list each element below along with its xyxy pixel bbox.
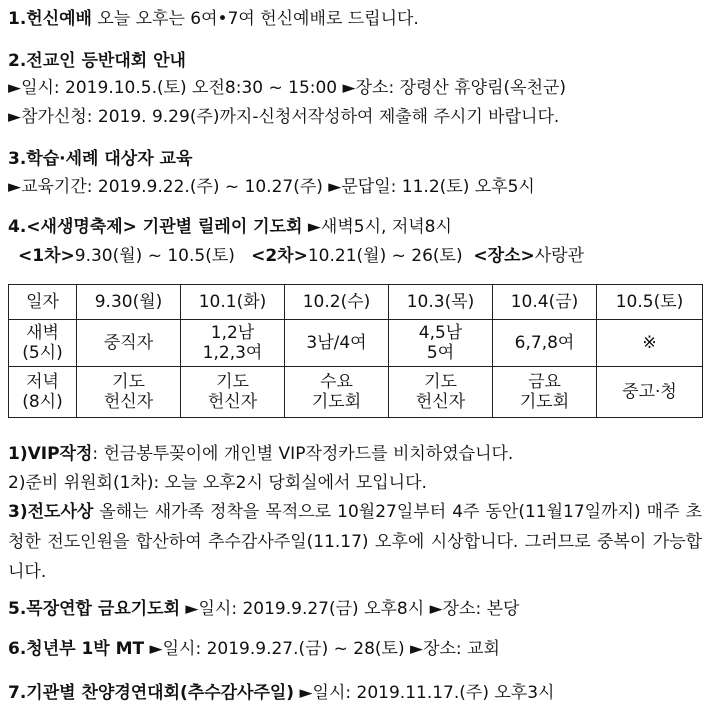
header-cell: 10.5(토) xyxy=(597,285,703,320)
paragraph-vip xyxy=(8,443,513,465)
section-3-title: 3.학습·세례 대상자 교육 xyxy=(8,149,193,169)
table-cell: 수요 기도회 xyxy=(285,367,389,418)
evangelism-title: 3)전도사상 xyxy=(8,502,94,522)
section-4-heading xyxy=(8,216,452,238)
table-cell: 4,5남 5여 xyxy=(389,320,493,367)
round2-dates: 10.21(월) ~ 26(토) xyxy=(307,246,463,266)
section-2-apply-line: ►참가신청: 2019. 9.29(주)까지-신청서작성하여 제출해 주시기 바랍니다. xyxy=(8,107,560,127)
header-cell: 10.1(화) xyxy=(181,285,285,320)
section-2-title: 2.전교인 등반대회 안내 xyxy=(8,51,186,71)
table-cell: 기도 헌신자 xyxy=(77,367,181,418)
vip-text: : 헌금봉투꽂이에 개인별 VIP작정카드를 비치하였습니다. xyxy=(92,444,514,464)
round1-label: <1차> xyxy=(18,246,75,266)
section-7-title: 7.기관별 찬양경연대회(추수감사주일) xyxy=(8,683,295,703)
section-4-period-line xyxy=(18,245,584,267)
section-6-text: ►일시: 2019.9.27.(금) ~ 28(토) ►장소: 교회 xyxy=(144,639,500,659)
section-1-title: 1.헌신예배 xyxy=(8,9,92,29)
section-5-title: 5.목장연합 금요기도회 xyxy=(8,599,181,619)
table-cell: 1,2남 1,2,3여 xyxy=(181,320,285,367)
table-row-dawn xyxy=(9,320,703,367)
row-label-cell: 새벽 (5시) xyxy=(9,320,77,367)
table-cell: 중고·청 xyxy=(597,367,703,418)
header-cell: 일자 xyxy=(9,285,77,320)
row-label-cell: 저녁 (8시) xyxy=(9,367,77,418)
table-cell: 기도 헌신자 xyxy=(389,367,493,418)
section-5 xyxy=(8,598,519,620)
section-7 xyxy=(8,682,554,704)
table-cell: 3남/4여 xyxy=(285,320,389,367)
prayer-relay-table xyxy=(8,284,703,418)
section-3-schedule-line: ►교육기간: 2019.9.22.(주) ~ 10.27(주) ►문답일: 11.2(토) 오후5시 xyxy=(8,177,535,197)
header-cell: 10.3(목) xyxy=(389,285,493,320)
table-cell: 중직자 xyxy=(77,320,181,367)
table-header-row xyxy=(9,285,703,320)
round2-label: <2차> xyxy=(251,246,308,266)
section-1 xyxy=(8,8,419,30)
section-5-text: ►일시: 2019.9.27(금) 오후8시 ►장소: 본당 xyxy=(180,599,520,619)
header-cell: 9.30(월) xyxy=(77,285,181,320)
evangelism-text: 올해는 새가족 정착을 목적으로 10월27일부터 4주 동안(11월17일까지) 매주 초청한 전도인원을 합산하여 추수감사주일(11.17) 오후에 시상합니다. 그러므로 중복이 가능합니다. xyxy=(8,502,702,582)
table-cell: 기도 헌신자 xyxy=(181,367,285,418)
header-cell: 10.4(금) xyxy=(493,285,597,320)
table-cell: ※ xyxy=(597,320,703,367)
section-6-title: 6.청년부 1박 MT xyxy=(8,639,145,659)
table-row-evening xyxy=(9,367,703,418)
round1-dates: 9.30(월) ~ 10.5(토) xyxy=(74,246,235,266)
paragraph-committee: 2)준비 위원회(1차): 오늘 오후2시 당회실에서 모입니다. xyxy=(8,473,427,493)
venue-text: 사랑관 xyxy=(534,246,585,266)
section-2-date-line: ►일시: 2019.10.5.(토) 오전8:30 ~ 15:00 ►장소: 장령산 휴양림(옥천군) xyxy=(8,78,567,98)
table-cell: 6,7,8여 xyxy=(493,320,597,367)
venue-label: <장소> xyxy=(473,246,535,266)
section-4-title: 4.<새생명축제> 기관별 릴레이 기도회 xyxy=(8,217,303,237)
section-6 xyxy=(8,638,500,660)
table-cell: 금요 기도회 xyxy=(493,367,597,418)
section-7-text: ►일시: 2019.11.17.(주) 오후3시 xyxy=(294,683,555,703)
header-cell: 10.2(수) xyxy=(285,285,389,320)
paragraph-evangelism-award xyxy=(8,497,702,587)
section-1-text: 오늘 오후는 6여•7여 헌신예배로 드립니다. xyxy=(91,9,419,29)
section-4-note: ►새벽5시, 저녁8시 xyxy=(302,217,452,237)
vip-title: 1)VIP작정 xyxy=(8,444,93,464)
